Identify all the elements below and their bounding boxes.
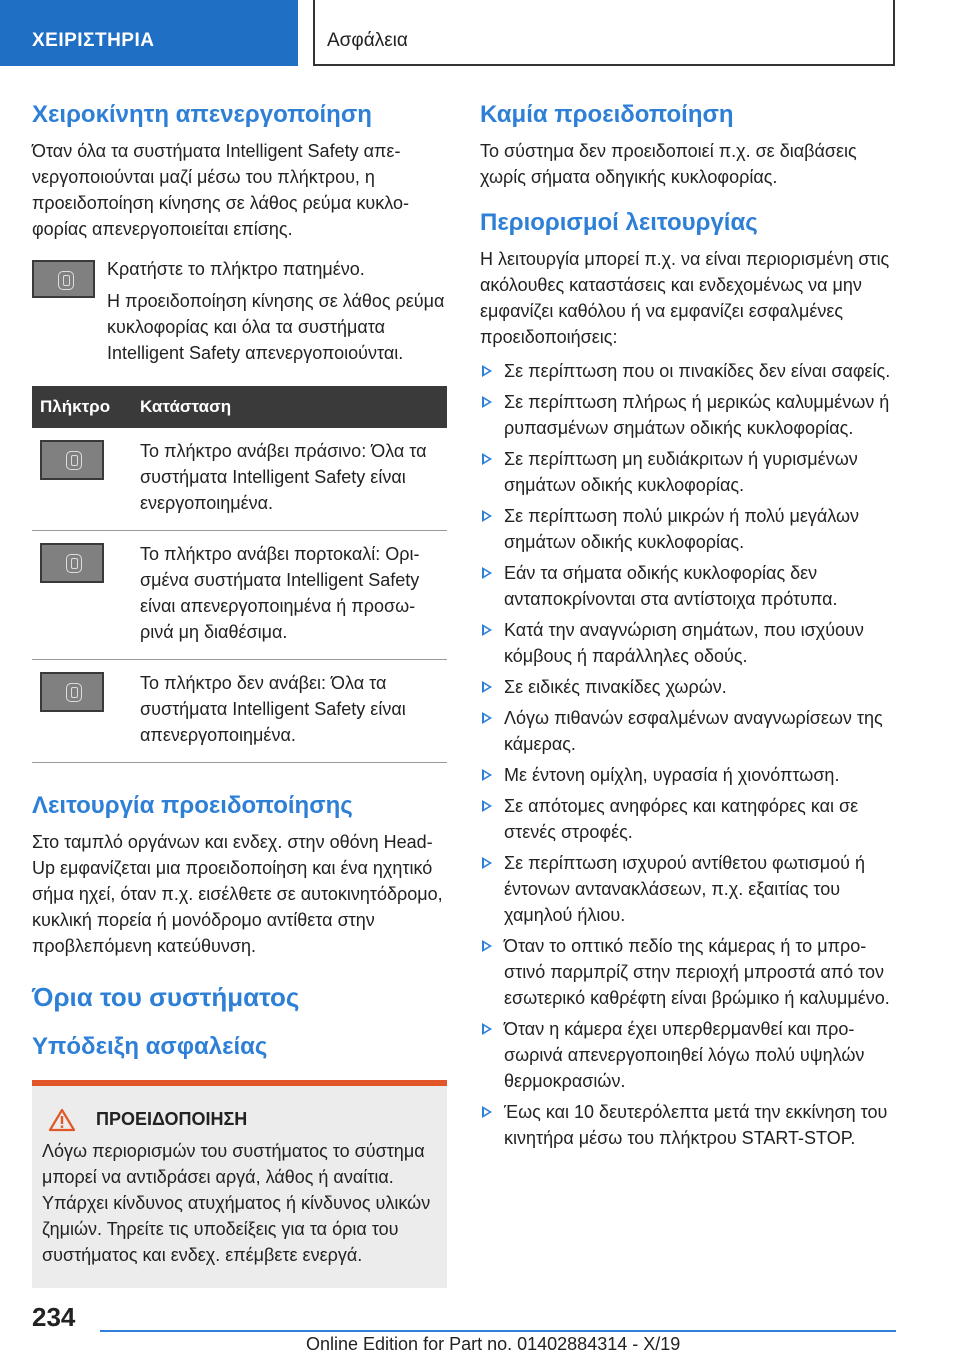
page-footer	[0, 1290, 960, 1362]
step-result-text: Η προειδοποίηση κίνησης σε λάθος ρεύμα κυκλοφορίας και όλα τα συστήματα Intelligent Safety απενεργοποιούνται.	[107, 291, 445, 363]
warning-title: ΠΡΟΕΙΔΟΠΟΙΗΣΗ	[96, 1109, 248, 1129]
bullet-arrow-icon	[482, 769, 492, 781]
list-item: Εάν τα σήματα οδικής κυκλοφορίας δεν ανταποκρίνονται στα αντίστοιχα πρότυπα.	[480, 560, 895, 612]
table-row	[32, 531, 447, 660]
list-item: Όταν το οπτικό πεδίο της κάμερας ή το μπροστινό παρμπρίζ στην περιοχή μπροστά από τον εσωτερικό καθρέφτη είναι βρώμικο ή καλυμμένο.	[480, 933, 895, 1011]
warning-box	[32, 1080, 447, 1288]
bullet-arrow-icon	[482, 624, 492, 636]
list-item: Σε περίπτωση μη ευδιάκριτων ή γυρισμένων σημάτων οδικής κυκλοφορίας.	[480, 446, 895, 498]
heading-function-limits: Περιορισμοί λειτουργίας	[480, 209, 758, 236]
table-row	[32, 660, 447, 763]
list-item: Σε περίπτωση πλήρως ή μερικώς καλυμμένων ή ρυπασμένων σημάτων οδικής κυκλοφορίας.	[480, 389, 895, 441]
list-item: Σε περίπτωση που οι πινακίδες δεν είναι σαφείς.	[480, 358, 895, 384]
heading-system-limits: Όρια του συστήματος	[32, 982, 300, 1012]
list-item: Με έντονη ομίχλη, υγρασία ή χιονόπτωση.	[480, 762, 895, 788]
heading-no-warning: Καμία προειδοποίηση	[480, 101, 734, 128]
intelligent-safety-button-icon	[32, 260, 95, 298]
bullet-arrow-icon	[482, 365, 492, 377]
bullet-arrow-icon	[482, 1023, 492, 1035]
list-item: Σε ειδικές πινακίδες χωρών.	[480, 674, 895, 700]
bullet-arrow-icon	[482, 453, 492, 465]
warning-header	[42, 1108, 437, 1132]
heading-safety-note: Υπόδειξη ασφαλείας	[32, 1032, 268, 1060]
table-row	[32, 428, 447, 531]
bullet-arrow-icon	[482, 1106, 492, 1118]
list-item: Σε περίπτωση πολύ μικρών ή πολύ μεγάλων σημάτων οδικής κυκλοφορίας.	[480, 503, 895, 555]
warning-triangle-icon	[48, 1108, 76, 1132]
limits-list	[480, 358, 895, 1151]
bullet-arrow-icon	[482, 681, 492, 693]
list-item: Λόγω πιθανών εσφαλμένων αναγνωρίσεων της κάμερας.	[480, 705, 895, 757]
table-header-button: Πλήκτρο	[40, 397, 111, 416]
table-header-row	[32, 386, 447, 428]
warning-function-text: Στο ταμπλό οργάνων και ενδεχ. στην οθόνη Head-Up εμφανίζεται μια προειδοποίηση και ένα ηχητικό σήμα ηχεί, όταν π.χ. εισέλθετε σε αυτοκινητόδρομο, κυκλική πορεία ή μονόδρομο αντίθετα στην προβλεπόμενη κατεύθυνση.	[32, 832, 443, 956]
bullet-arrow-icon	[482, 940, 492, 952]
edition-text: Online Edition for Part no. 01402884314 - X/19	[306, 1334, 681, 1354]
no-warning-text: Το σύστημα δεν προειδοποιεί π.χ. σε διαβάσεις χωρίς σήματα οδηγικής κυκλοφορίας.	[480, 141, 857, 187]
list-item: Κατά την αναγνώριση σημάτων, που ισχύουν κόμβους ή παράλληλες οδούς.	[480, 617, 895, 669]
step-text: Κρατήστε το πλήκτρο πατημένο.	[107, 259, 365, 279]
bullet-arrow-icon	[482, 396, 492, 408]
table-cell-status: Το πλήκτρο ανάβει πράσινο: Όλα τα συστήματα Intelligent Safety είναι ενεργοποιημένα.	[132, 428, 447, 531]
list-item: Σε απότομες ανηφόρες και κατηφόρες και σε στενές στροφές.	[480, 793, 895, 845]
heading-manual-deactivation: Χειροκίνητη απενεργοποίηση	[32, 101, 372, 128]
manual-deactivation-text: Όταν όλα τα συστήματα Intelligent Safety απενεργοποιούνται μαζί μέσω του πλήκτρου, η προειδοποίηση κίνησης σε λάθος ρεύμα κυκλοφορίας απενεργοποιείται επίσης.	[32, 141, 410, 239]
bullet-arrow-icon	[482, 510, 492, 522]
table-cell-status: Το πλήκτρο ανάβει πορτοκαλί: Ορισμένα συστήματα Intelligent Safety είναι απενεργοποιημένα ή προσωρινά μη διαθέσιμα.	[132, 531, 447, 660]
list-item: Έως και 10 δευτερόλεπτα μετά την εκκίνηση του κινητήρα μέσω του πλήκτρου START-STOP.	[480, 1099, 895, 1151]
bullet-arrow-icon	[482, 712, 492, 724]
button-green-icon	[40, 440, 104, 480]
table-header-status: Κατάσταση	[140, 397, 232, 416]
page-number: 234	[32, 1302, 76, 1332]
footer-divider	[100, 1330, 896, 1332]
bullet-arrow-icon	[482, 567, 492, 579]
bullet-arrow-icon	[482, 857, 492, 869]
list-item: Σε περίπτωση ισχυρού αντίθετου φωτισμού ή έντονων αντανακλάσεων, π.χ. εξαιτίας του χαμηλού ήλιου.	[480, 850, 895, 928]
function-limits-text: Η λειτουργία μπορεί π.χ. να είναι περιορισμένη στις ακόλουθες καταστάσεις και ενδεχομένως να μην εμφανίζει καθόλου ή να εμφανίζει εσφαλμένες προειδοποιήσεις:	[480, 249, 890, 347]
page-header	[0, 0, 960, 66]
warning-text: Λόγω περιορισμών του συστήματος το σύστημα μπορεί να αντιδράσει αργά, λάθος ή αναίτια. Υπάρχει κίνδυνος ατυχήματος ή κίνδυνος υλικών ζημιών. Τηρείτε τις υποδείξεις για τα όρια του συστήματος και ενδεχ. επέμβετε ενεργά.	[42, 1140, 431, 1265]
section-title: Ασφάλεια	[313, 0, 895, 66]
button-off-icon	[40, 672, 104, 712]
list-item: Όταν η κάμερα έχει υπερθερμανθεί και προσωρινά απενεργοποιηθεί λόγω πολύ υψηλών θερμοκρασιών.	[480, 1016, 895, 1094]
left-column	[32, 100, 447, 1288]
heading-warning-function: Λειτουργία προειδοποίησης	[32, 792, 353, 819]
right-column	[480, 100, 895, 1156]
button-orange-icon	[40, 543, 104, 583]
table-cell-status: Το πλήκτρο δεν ανάβει: Όλα τα συστήματα Intelligent Safety είναι απενεργοποιημένα.	[132, 660, 447, 763]
button-status-table	[32, 386, 447, 763]
bullet-arrow-icon	[482, 800, 492, 812]
chapter-tab[interactable]: ΧΕΙΡΙΣΤΗΡΙΑ	[0, 0, 298, 66]
step-row	[32, 256, 447, 366]
